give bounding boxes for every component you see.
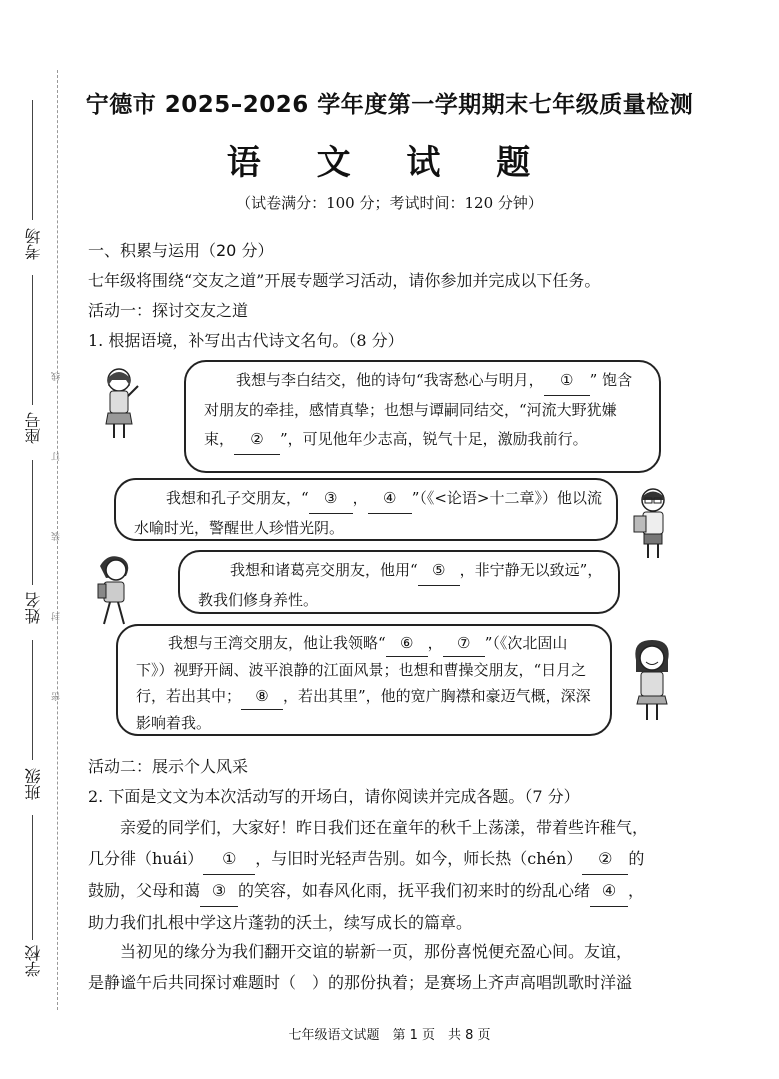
- cut-mark: 线: [52, 372, 62, 381]
- child-walking-icon: [92, 552, 136, 630]
- exam-title: 宁德市 2025–2026 学年度第一学期期末七年级质量检测: [85, 92, 694, 118]
- speech-bubble-2: [114, 478, 618, 541]
- passage-line: 鼓励，父母和蔼 ③ 的笑容，如春风化雨，抚平我们初来时的纷乱心绪 ④ ，: [88, 875, 688, 907]
- girl-icon: [98, 366, 140, 442]
- girl-smiling-icon: [628, 638, 676, 724]
- answer-blank[interactable]: ⑤: [418, 556, 460, 586]
- answer-blank[interactable]: ②: [234, 425, 280, 455]
- bubble-text: ” 饱含对朋友的牵挂，感情真挚；也想与谭嗣同结交，“河流大野犹嫌束，: [204, 371, 633, 448]
- speech-bubble-4: [116, 624, 612, 736]
- bubble-text: ，: [352, 489, 368, 507]
- question-one: 1. 根据语境，补写出古代诗文名句。（8 分）: [88, 331, 404, 350]
- passage-paragraph-1: [88, 812, 688, 938]
- margin-line: [32, 460, 33, 585]
- activity-one-heading: 活动一：探讨交友之道: [88, 301, 249, 320]
- bubble-text: 我想与王湾交朋友，他让我领略“: [168, 634, 386, 652]
- answer-blank[interactable]: ④: [590, 875, 628, 907]
- answer-blank[interactable]: ⑦: [443, 630, 485, 657]
- answer-blank[interactable]: ④: [368, 484, 412, 514]
- bubble-text: ，非宁静无以致远”，教我们修身养性。: [198, 561, 603, 609]
- passage-paragraph-2: [88, 936, 688, 998]
- cut-mark: 密: [52, 692, 62, 701]
- passage-line: 当初见的缘分为我们翻开交谊的崭新一页，那份喜悦便充盈心间。友谊，: [120, 942, 633, 961]
- class-label: 班级: [24, 768, 43, 800]
- margin-line: [32, 275, 33, 405]
- answer-blank[interactable]: ②: [582, 843, 628, 875]
- bubble-text: ，: [427, 634, 443, 652]
- bubble-text: ”（《<论语>十二章》）他以流水喻时光，警醒世人珍惜光阴。: [134, 489, 602, 537]
- speech-bubble-1: [184, 360, 661, 473]
- cut-mark: 订: [52, 452, 62, 461]
- answer-blank[interactable]: ⑥: [386, 630, 428, 657]
- question-two: 2. 下面是文文为本次活动写的开场白，请你阅读并完成各题。（7 分）: [88, 787, 580, 806]
- name-label: 姓名: [24, 592, 43, 624]
- school-label: 学校: [24, 945, 43, 977]
- seat-number-label: 座号: [24, 412, 43, 444]
- margin-line: [32, 815, 33, 940]
- subject-title: 语 文 试 题: [226, 143, 553, 183]
- section-intro: 七年级将围绕“交友之道”开展专题学习活动，请你参加并完成以下任务。: [88, 271, 601, 290]
- answer-blank[interactable]: ③: [200, 875, 238, 907]
- passage-line: 亲爱的同学们，大家好！昨日我们还在童年的秋千上荡漾，带着些许稚气，: [120, 818, 649, 837]
- bubble-text: 我想和诸葛亮交朋友，他用“: [230, 561, 418, 579]
- passage-line: 助力我们扎根中学这片蓬勃的沃土，续写成长的篇章。: [88, 913, 473, 932]
- answer-blank[interactable]: ①: [203, 843, 255, 875]
- passage-line: 是静谧午后共同探讨难题时（ ）的那份执着；是赛场上齐声高唱凯歌时洋溢: [88, 973, 633, 992]
- answer-blank[interactable]: ③: [309, 484, 353, 514]
- section-heading: 一、积累与运用（20 分）: [88, 241, 274, 260]
- cut-mark: 封: [52, 612, 62, 621]
- bubble-text: 我想与李白结交，他的诗句“我寄愁心与明月，: [236, 371, 544, 389]
- margin-line: [32, 640, 33, 760]
- bubble-text: ”，可见他年少志高，锐气十足，激励我前行。: [280, 430, 588, 448]
- bubble-text: 我想和孔子交朋友，“: [166, 489, 309, 507]
- passage-line: 几分徘（huái） ① ，与旧时光轻声告别。如今，师长热（chén） ② 的: [88, 843, 688, 875]
- answer-blank[interactable]: ①: [544, 366, 590, 396]
- bubble-text: ，若出其里”，他的宽广胸襟和豪迈气概，深深影响着我。: [136, 687, 591, 732]
- boy-reading-icon: [630, 486, 676, 562]
- cut-mark: 装: [52, 532, 62, 541]
- activity-two-heading: 活动二：展示个人风采: [88, 757, 249, 776]
- exam-room-label: 考场: [24, 228, 43, 260]
- exam-info: （试卷满分：100 分；考试时间：120 分钟）: [236, 194, 543, 212]
- page-footer: 七年级语文试题 第 1 页 共 8 页: [288, 1028, 491, 1043]
- bubble-text: ”（《次北固山下》）视野开阔、波平浪静的江面风景；也想和曹操交朋友，“日月之行，若出其中；: [136, 634, 587, 705]
- answer-blank[interactable]: ⑧: [241, 683, 283, 710]
- speech-bubble-3: [178, 550, 620, 614]
